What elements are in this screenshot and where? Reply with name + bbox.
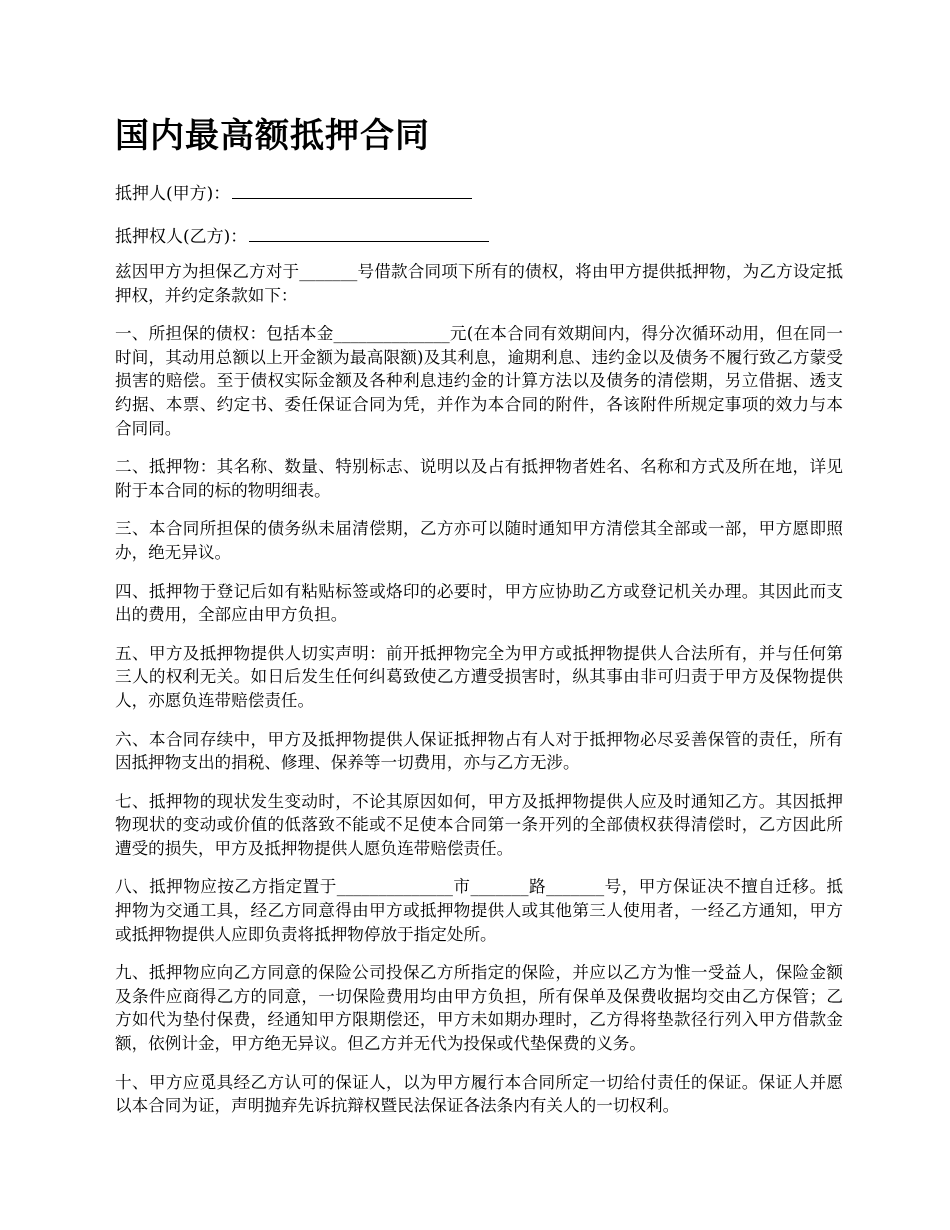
paragraph-clause-7: 七、抵押物的现状发生变动时，不论其原因如何，甲方及抵押物提供人应及时通知乙方。其因抵押物现状的变动或价值的低落致不能或不足使本合同第一条开列的全部债权获得清偿时，乙方因此所遭受的损失，甲方及抵押物提供人愿负连带赔偿责任。 — [115, 791, 843, 858]
paragraph-clause-5: 五、甲方及抵押物提供人切实声明：前开抵押物完全为甲方或抵押物提供人合法所有，并与任何第三人的权利无关。如日后发生任何纠葛致使乙方遭受损害时，纵其事由非可归责于甲方及保物提供人，亦愿负连带赔偿责任。 — [115, 643, 843, 710]
mortgagor-label: 抵押人(甲方)： — [115, 184, 231, 204]
mortgagee-field — [115, 223, 489, 250]
paragraph-clause-3: 三、本合同所担保的债务纵未届清偿期，乙方亦可以随时通知甲方清偿其全部或一部，甲方愿即照办，绝无异议。 — [115, 519, 843, 562]
mortgagor-field — [115, 180, 472, 207]
paragraph-clause-6: 六、本合同存续中，甲方及抵押物提供人保证抵押物占有人对于抵押物必尽妥善保管的责任，所有因抵押物支出的捐税、修理、保养等一切费用，亦与乙方无涉。 — [115, 729, 843, 773]
paragraph-clause-9: 九、抵押物应向乙方同意的保险公司投保乙方所指定的保险，并应以乙方为惟一受益人，保险金额及条件应商得乙方的同意，一切保险费用均由甲方负担，所有保单及保费收据均交由乙方保管；乙方如代为垫付保费，经通知甲方限期偿还，甲方未如期办理时，乙方得将垫款径行列入甲方借款金额，依例计金，甲方绝无异议。但乙方并无代为投保或代垫保费的义务。 — [115, 963, 843, 1054]
paragraph-clause-1: 一、所担保的债权：包括本金______________元(在本合同有效期间内，得分次循环动用，但在同一时间，其动用总额以上开金额为最高限额)及其利息，逾期利息、违约金以及债务不履行致乙方蒙受损害的赔偿。至于债权实际金额及各种利息违约金的计算方法以及债务的清偿期，另立借据、透支约据、本票、约定书、委任保证合同为凭，并作为本合同的附件，各该附件所规定事项的效力与本合同同。 — [115, 324, 843, 438]
mortgagor-blank — [232, 180, 472, 199]
paragraph-preamble: 兹因甲方为担保乙方对于_______号借款合同项下所有的债权，将由甲方提供抵押物，为乙方设定抵押权，并约定条款如下： — [115, 262, 843, 305]
paragraph-clause-8: 八、抵押物应按乙方指定置于______________市_______路_______号，甲方保证决不擅自迁移。抵押物为交通工具，经乙方同意得由甲方或抵押物提供人或其他第三人使用者，一经乙方通知，甲方或抵押物提供人应即负责将抵押物停放于指定处所。 — [115, 877, 843, 944]
mortgagee-label: 抵押权人(乙方)： — [115, 227, 248, 247]
paragraph-clause-10: 十、甲方应觅具经乙方认可的保证人，以为甲方履行本合同所定一切给付责任的保证。保证人并愿以本合同为证，声明抛弃先诉抗辩权暨民法保证各法条内有关人的一切权利。 — [115, 1072, 843, 1116]
mortgagee-blank — [249, 223, 489, 242]
paragraph-clause-2: 二、抵押物：其名称、数量、特别标志、说明以及占有抵押物者姓名、名称和方式及所在地，详见附于本合同的标的物明细表。 — [115, 457, 843, 500]
document-title: 国内最高额抵押合同 — [115, 116, 430, 156]
contract-body — [115, 260, 843, 1133]
paragraph-clause-4: 四、抵押物于登记后如有粘贴标签或烙印的必要时，甲方应协助乙方或登记机关办理。其因此而支出的费用，全部应由甲方负担。 — [115, 581, 843, 625]
